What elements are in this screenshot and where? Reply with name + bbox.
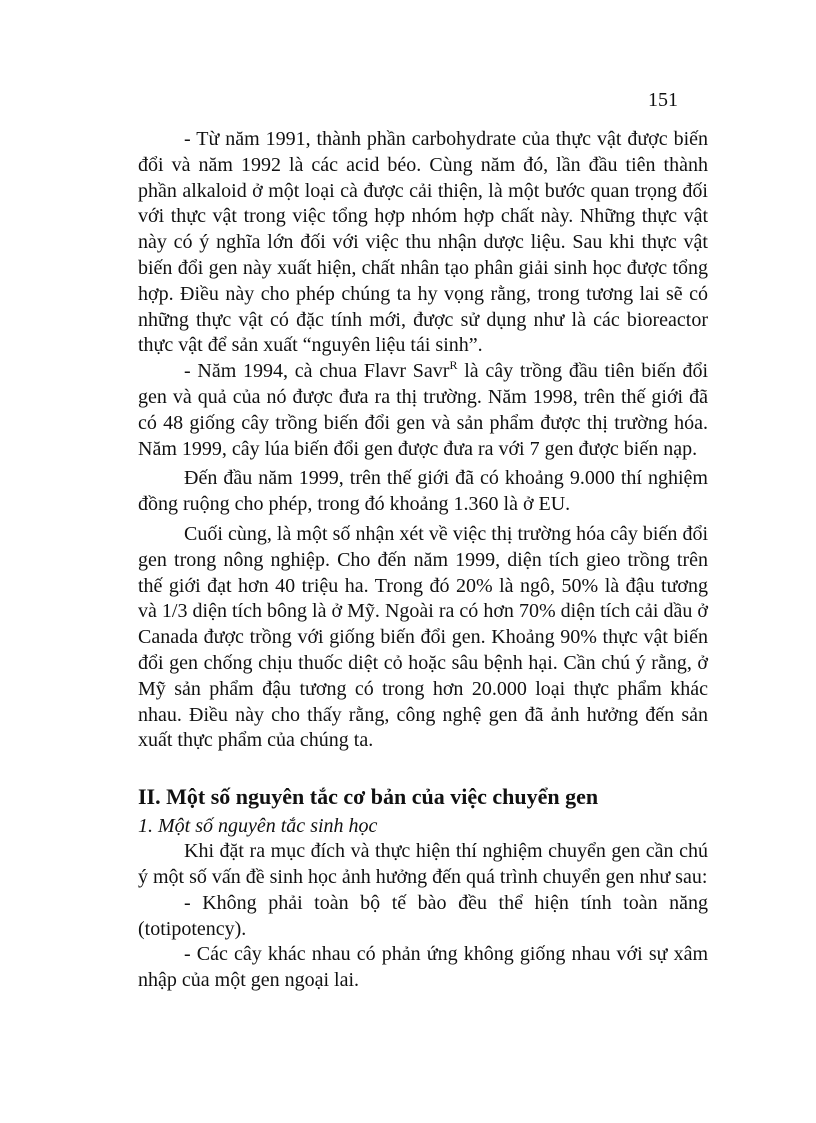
flavr-savr-text-start: - Năm 1994, cà chua Flavr Savr [184,360,450,383]
paragraph-market-remarks: Cuối cùng, là một số nhận xét về việc thị trường hóa cây biến đổi gen trong nông nghiệp. Cho đến năm 1999, diện tích gieo trồng trên thế giới đạt hơn 40 triệu ha. Trong đó 20% là ngô, 50% là đậu tương và 1/3 diện tích bông là ở Mỹ. Ngoài ra có hơn 70% diện tích cải dầu ở Canada được trồng với giống biến đổi gen. Khoảng 90% thực vật biến đổi gen chống chịu thuốc diệt cỏ hoặc sâu bệnh hại. Cần chú ý rằng, ở Mỹ sản phẩm đậu tương có trong hơn 20.000 loại thực phẩm khác nhau. Điều này cho thấy rằng, công nghệ gen đã ảnh hưởng đến sản xuất thực phẩm của chúng ta. [138,522,708,752]
body-text [138,127,708,994]
subsection-heading: 1. Một số nguyên tắc sinh học [138,815,378,838]
list-item-foreign-gene: - Các cây khác nhau có phản ứng không giống nhau với sự xâm nhập của một gen ngoại lai. [138,943,708,992]
paragraph-1991-carbohydrate: - Từ năm 1991, thành phần carbohydrate của thực vật được biến đổi và năm 1992 là các acid béo. Cùng năm đó, lần đầu tiên thành phần alkaloid ở một loại cà được cải thiện, là một bước quan trọng đối với thực vật trong việc tổng hợp nhóm hợp chất này. Những thực vật này có ý nghĩa lớn đối với việc thu nhận dược liệu. Sau khi thực vật biến đổi gen này xuất hiện, chất nhân tạo phân giải sinh học được tổng hợp. Điều này cho phép chúng ta hy vọng rằng, trong tương lai sẽ có những thực vật có đặc tính mới, được sử dụng như là các bioreactor thực vật để sản xuất “nguyên liệu tái sinh”. [138,128,708,357]
registered-superscript: R [449,358,458,373]
paragraph-gene-transfer-intro: Khi đặt ra mục đích và thực hiện thí nghiệm chuyển gen cần chú ý một số vấn đề sinh học ảnh hưởng đến quá trình chuyển gen như sau: [138,840,708,888]
paragraph-1994-flavr-savr [138,359,708,462]
page-number: 151 [648,89,678,111]
flavr-savr-text-end: là cây trồng đầu tiên biến đổi gen và quả của nó được đưa ra thị trường. Năm 1998, trên thế giới đã có 48 giống cây trồng biến đổi gen và sản phẩm được thị trường hóa. Năm 1999, cây lúa biến đổi gen được đưa ra với 7 gen được biến nạp. [138,360,709,460]
list-item-totipotency: - Không phải toàn bộ tế bào đều thể hiện tính toàn năng (totipotency). [138,891,708,940]
paragraph-field-trials: Đến đầu năm 1999, trên thế giới đã có khoảng 9.000 thí nghiệm đồng ruộng cho phép, trong đó khoảng 1.360 là ở EU. [138,467,708,516]
section-heading: II. Một số nguyên tắc cơ bản của việc chuyển gen [138,784,599,810]
